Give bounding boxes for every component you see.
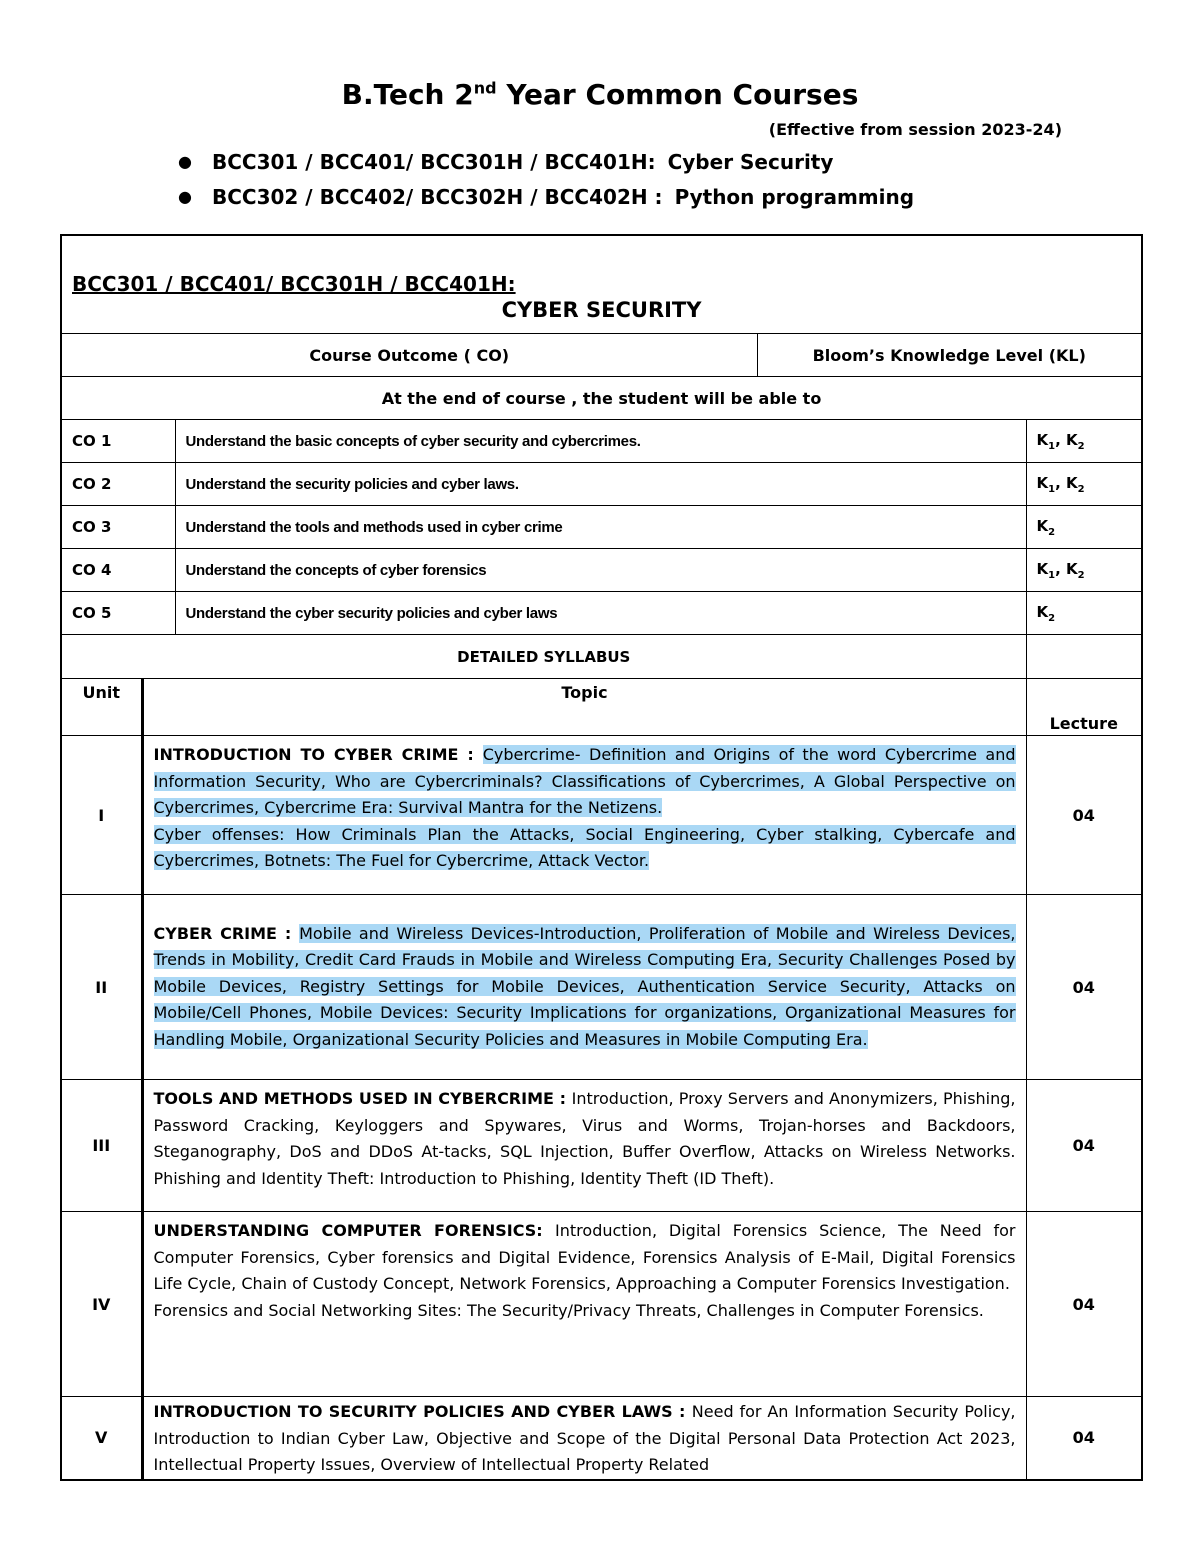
course-outcome-header: Course Outcome ( CO) (61, 334, 757, 377)
unit-body-continued: Cyber offenses: How Criminals Plan the Attacks, Social Engineering, Cyber stalking, Cybercafe and Cybercrimes, Botnets: The Fuel for Cybercrime, Attack Vector. (153, 824, 1016, 870)
outcome-description: Understand the concepts of cyber forensics (175, 549, 1026, 592)
course-codes: BCC302 / BCC402/ BCC302H / BCC402H : (212, 185, 663, 209)
outcome-kl: $K_2$ (1026, 506, 1142, 549)
unit-lecture: 04 (1026, 1397, 1142, 1480)
unit-number: V (61, 1397, 142, 1480)
unit-topic (142, 1397, 1026, 1480)
course-list-item (170, 181, 914, 216)
course-list-item (170, 146, 914, 181)
knowledge-level-header: Bloom’s Knowledge Level (KL) (757, 334, 1142, 377)
unit-heading: INTRODUCTION TO CYBER CRIME : (153, 745, 483, 764)
course-name: Python programming (674, 185, 915, 209)
outcome-row (61, 420, 1142, 463)
unit-lecture: 04 (1026, 895, 1142, 1080)
outcome-row (61, 463, 1142, 506)
unit-topic (142, 736, 1026, 895)
page-title: B.Tech 2nd Year Common Courses (341, 78, 859, 111)
outcome-kl: $K_1$, $K_2$ (1026, 463, 1142, 506)
lecture-column-header: Lecture (1026, 679, 1142, 736)
unit-number: III (61, 1080, 142, 1212)
outcome-kl: $K_2$ (1026, 592, 1142, 635)
unit-topic (142, 895, 1026, 1080)
outcome-description: Understand the security policies and cyber laws. (175, 463, 1026, 506)
course-list (170, 146, 914, 216)
course-name: Cyber Security (667, 150, 834, 174)
unit-heading: INTRODUCTION TO SECURITY POLICIES AND CYBER LAWS : (153, 1402, 692, 1421)
unit-heading: UNDERSTANDING COMPUTER FORENSICS: (153, 1221, 556, 1240)
unit-body: Introduction, Digital Forensics Science, The Need for Computer Forensics, Cyber forensics and Digital Evidence, Forensics Analysis of E-Mail, Digital Forensics Life Cycle, Chain of Custody Concept, Network Forensics, Approaching a Computer Forensics Investigation. (153, 1221, 1016, 1293)
outcome-id: CO 2 (61, 463, 175, 506)
detailed-syllabus-title: DETAILED SYLLABUS (61, 635, 1026, 679)
outcome-id: CO 4 (61, 549, 175, 592)
topic-column-header: Topic (142, 679, 1026, 736)
course-code: BCC301 / BCC401/ BCC301H / BCC401H: (72, 271, 516, 296)
unit-number: I (61, 736, 142, 895)
unit-number: IV (61, 1212, 142, 1397)
outcome-row (61, 592, 1142, 635)
unit-row (61, 1080, 1142, 1212)
unit-row (61, 1397, 1142, 1480)
unit-lecture: 04 (1026, 1080, 1142, 1212)
outcome-row (61, 506, 1142, 549)
unit-column-header: Unit (61, 679, 142, 736)
course-codes: BCC301 / BCC401/ BCC301H / BCC401H: (212, 150, 656, 174)
unit-heading: TOOLS AND METHODS USED IN CYBERCRIME : (153, 1089, 572, 1108)
unit-heading: CYBER CRIME : (153, 923, 300, 943)
outcome-description: Understand the cyber security policies and cyber laws (175, 592, 1026, 635)
outcome-id: CO 5 (61, 592, 175, 635)
title-superscript: nd (473, 78, 497, 98)
course-name-heading: CYBER SECURITY (501, 297, 702, 322)
unit-lecture: 04 (1026, 736, 1142, 895)
unit-body-continued: Forensics and Social Networking Sites: The Security/Privacy Threats, Challenges in Computer Forensics. (153, 1300, 984, 1320)
unit-topic (142, 1080, 1026, 1212)
empty-cell (1026, 635, 1142, 679)
outcome-intro: At the end of course , the student will be able to (61, 377, 1142, 420)
outcome-description: Understand the tools and methods used in cyber crime (175, 506, 1026, 549)
syllabus-table (60, 234, 1143, 1481)
unit-row (61, 1212, 1142, 1397)
course-header-cell (61, 235, 1142, 334)
outcome-kl: $K_1$, $K_2$ (1026, 549, 1142, 592)
unit-row (61, 895, 1142, 1080)
unit-body: Need for An Information Security Policy, Introduction to Indian Cyber Law, Objective and Scope of the Digital Personal Data Protection Act 2023, Intellectual Property Issues, Overview of Intellectual Property Related (153, 1402, 1016, 1474)
outcome-id: CO 1 (61, 420, 175, 463)
unit-body: Cybercrime- Definition and Origins of the word Cybercrime and Information Security, Who are Cybercriminals? Classifications of Cybercrimes, A Global Perspective on Cybercrimes, Cybercrime Era: Survival Mantra for the Netizens. (153, 745, 1016, 817)
unit-lecture: 04 (1026, 1212, 1142, 1397)
bullet-icon: ● (178, 152, 192, 171)
unit-body: Introduction, Proxy Servers and Anonymizers, Phishing, Password Cracking, Keyloggers and Spywares, Virus and Worms, Trojan-horses and Backdoors, Steganography, DoS and DDoS At-tacks, SQL Injection, Buffer Overflow, Attacks on Wireless Networks. Phishing and Identity Theft: Introduction to Phishing, Identity Theft (ID Theft). (153, 1089, 1016, 1188)
outcome-id: CO 3 (61, 506, 175, 549)
unit-topic (142, 1212, 1026, 1397)
unit-body: Mobile and Wireless Devices-Introduction, Proliferation of Mobile and Wireless Devices, Trends in Mobility, Credit Card Frauds in Mobile and Wireless Computing Era, Security Challenges Posed by Mobile Devices, Registry Settings for Mobile Devices, Authentication Service Security, Attacks on Mobile/Cell Phones, Mobile Devices: Security Implications for organizations, Organizational Measures for Handling Mobile, Organizational Security Policies and Measures in Mobile Computing Era. (153, 923, 1016, 1049)
outcome-kl: $K_1$, $K_2$ (1026, 420, 1142, 463)
unit-number: II (61, 895, 142, 1080)
effective-session: (Effective from session 2023-24) (768, 120, 1062, 139)
unit-row (61, 736, 1142, 895)
outcome-row (61, 549, 1142, 592)
outcome-description: Understand the basic concepts of cyber security and cybercrimes. (175, 420, 1026, 463)
bullet-icon: ● (178, 187, 192, 206)
